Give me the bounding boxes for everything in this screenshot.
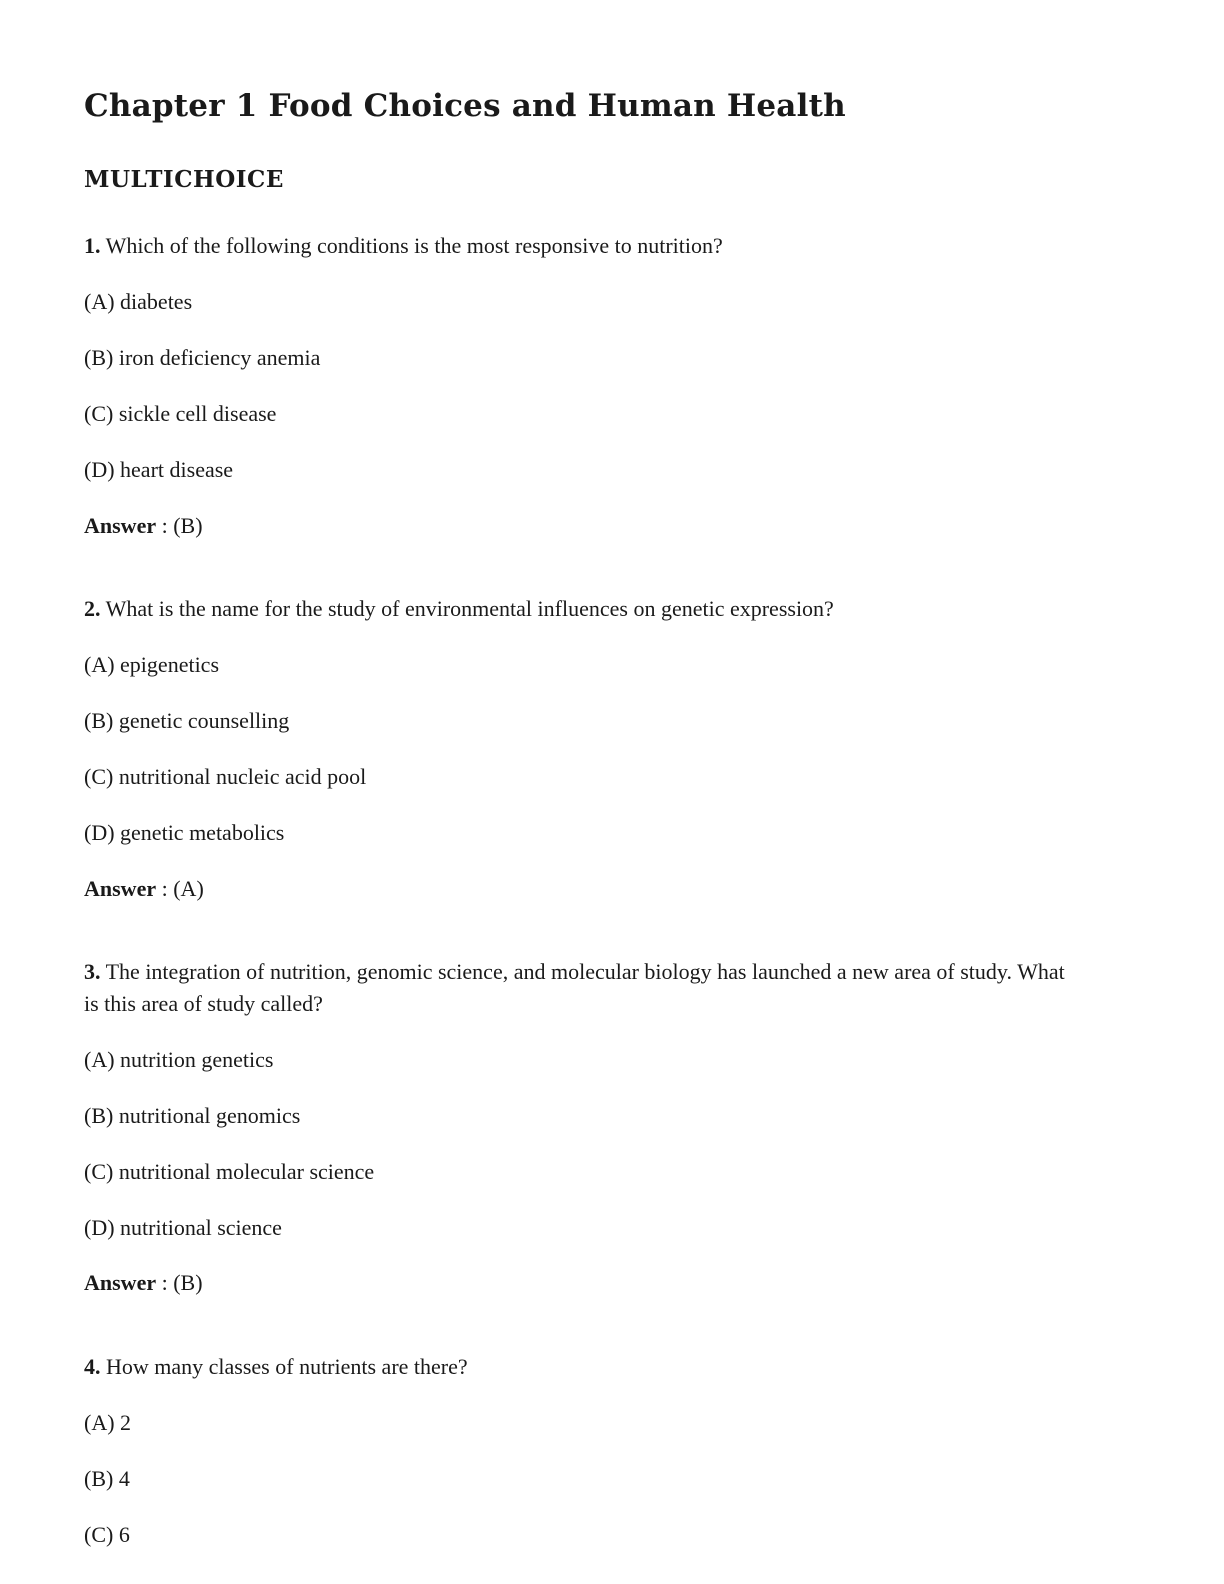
question-text [84, 230, 1084, 262]
option-c: (C) sickle cell disease [84, 401, 277, 426]
answer-value: (B) [173, 513, 203, 538]
option-c: (C) nutritional nucleic acid pool [84, 764, 367, 789]
question-number: 3. [84, 959, 101, 984]
option-d: (D) nutritional science [84, 1215, 282, 1240]
answer-value: (B) [173, 1270, 203, 1295]
question-text [84, 593, 1084, 625]
question-number: 1. [84, 233, 101, 258]
option-b: (B) iron deficiency anemia [84, 345, 321, 370]
answer-value: (A) [173, 876, 204, 901]
option-a: (A) 2 [84, 1410, 132, 1435]
answer-line: Answer : (B) [84, 513, 203, 538]
question-stem: The integration of nutrition, genomic science, and molecular biology has launched a new area of study. What is this area of study called? [84, 959, 1065, 1016]
option-d: (D) genetic metabolics [84, 820, 285, 845]
question-text [84, 956, 1084, 1020]
answer-line: Answer : (B) [84, 1270, 203, 1295]
question-number: 2. [84, 596, 101, 621]
option-c: (C) nutritional molecular science [84, 1159, 375, 1184]
question-3 [84, 956, 1084, 1295]
question-stem: What is the name for the study of environmental influences on genetic expression? [105, 596, 834, 621]
option-b: (B) genetic counselling [84, 708, 290, 733]
option-a: (A) nutrition genetics [84, 1047, 274, 1072]
question-stem: Which of the following conditions is the most responsive to nutrition? [105, 233, 723, 258]
chapter-title: Chapter 1 Food Choices and Human Health [84, 88, 846, 124]
option-b: (B) 4 [84, 1466, 130, 1491]
option-a: (A) epigenetics [84, 652, 220, 677]
option-d: (D) heart disease [84, 457, 234, 482]
question-number: 4. [84, 1354, 101, 1379]
section-heading: MULTICHOICE [84, 166, 284, 193]
question-stem: How many classes of nutrients are there? [106, 1354, 468, 1379]
answer-line: Answer : (A) [84, 876, 204, 901]
question-2 [84, 593, 1084, 901]
option-b: (B) nutritional genomics [84, 1103, 301, 1128]
question-text [84, 1351, 1084, 1383]
option-a: (A) diabetes [84, 289, 193, 314]
question-4 [84, 1351, 1084, 1547]
question-1 [84, 230, 1084, 538]
option-c: (C) 6 [84, 1522, 130, 1547]
